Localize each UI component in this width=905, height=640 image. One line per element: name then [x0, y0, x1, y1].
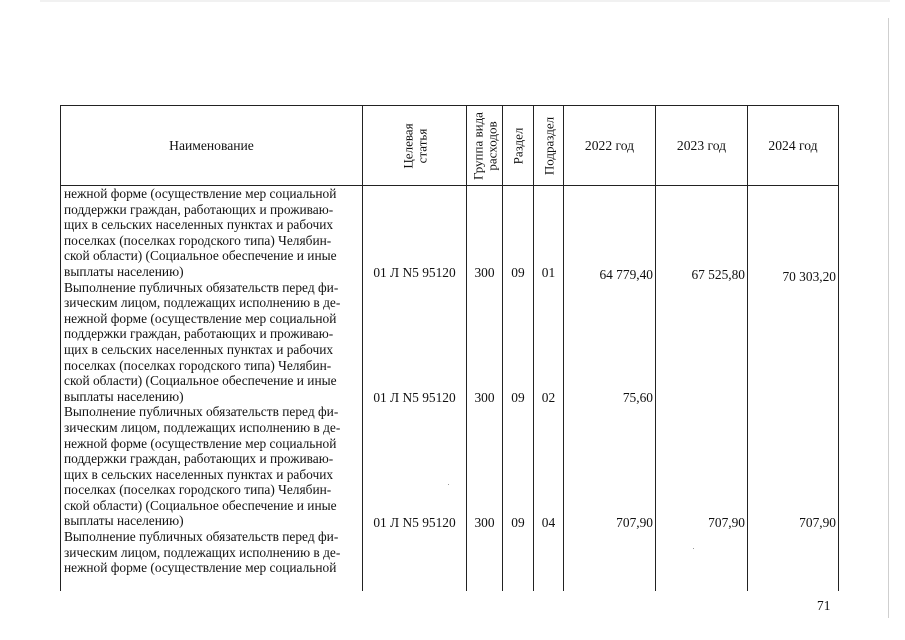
- row1-expense-group: 300: [474, 265, 495, 280]
- row3-year-2023: 707,90: [708, 515, 745, 530]
- description-line: нежной форме (осуществление мер социальной: [64, 435, 337, 451]
- col-year-2024: [748, 186, 839, 591]
- description-text: [64, 186, 360, 576]
- row1-year-2023: 67 525,80: [691, 267, 745, 282]
- description-line: зическим лицом, подлежащих исполнению в де-: [64, 544, 341, 560]
- row2-section: 09: [511, 390, 525, 405]
- header-year-2022: [564, 106, 656, 186]
- table-header-row: [61, 106, 839, 186]
- description-line: поселках (поселках городского типа) Челябин-: [64, 232, 332, 248]
- header-subsection-text: Подраздел: [540, 116, 556, 175]
- row3-target-article: 01 Л N5 95120: [373, 515, 456, 530]
- description-line: выплаты населению): [64, 388, 184, 404]
- description-line: выплаты населению): [64, 263, 184, 279]
- scan-top-edge: [40, 0, 890, 2]
- header-target-article-text: Целевая статья: [400, 122, 429, 169]
- header-section: [503, 106, 534, 186]
- col-section: [503, 186, 534, 591]
- col-year-2023: [656, 186, 748, 591]
- header-year-2024-text: 2024 год: [768, 137, 818, 153]
- header-year-2022-text: 2022 год: [584, 137, 635, 153]
- description-line: поддержки граждан, работающих и проживаю-: [64, 201, 334, 217]
- description-line: поселках (поселках городского типа) Челябин-: [64, 357, 332, 373]
- col-year-2022: [564, 186, 656, 591]
- header-year-2023: [656, 106, 748, 186]
- description-line: зическим лицом, подлежащих исполнению в де-: [64, 419, 341, 435]
- description-line: Выполнение публичных обязательств перед фи-: [64, 529, 339, 545]
- description-line: поселках (поселках городского типа) Челябин-: [64, 482, 332, 498]
- scan-speck: [693, 548, 694, 549]
- col-target-article: [363, 186, 467, 591]
- description-line: нежной форме (осуществление мер социальной: [64, 186, 337, 201]
- description-line: щих в сельских населенных пунктах и рабочих: [64, 217, 334, 233]
- description-line: Выполнение публичных обязательств перед фи-: [64, 404, 339, 420]
- page-number: 71: [817, 598, 831, 613]
- header-name: [61, 106, 363, 186]
- description-line: зическим лицом, подлежащих исполнению в де-: [64, 295, 341, 311]
- header-year-2023-text: 2023 год: [676, 137, 727, 153]
- description-line: ской области) (Социальное обеспечение и иные: [64, 248, 337, 264]
- row2-subsection: 02: [541, 390, 556, 405]
- scan-speck: [448, 484, 449, 485]
- header-name-text: Наименование: [169, 137, 254, 153]
- row1-target-article: 01 Л N5 95120: [373, 265, 456, 280]
- table-body-row: [61, 186, 839, 591]
- row3-year-2024: 707,90: [799, 515, 836, 530]
- row2-expense-group: 300: [474, 390, 495, 405]
- description-line: поддержки граждан, работающих и проживаю-: [64, 451, 334, 467]
- description-line: ской области) (Социальное обеспечение и иные: [64, 497, 337, 513]
- header-year-2024: [748, 106, 839, 186]
- row1-year-2022: 64 779,40: [599, 267, 653, 282]
- description-line: ской области) (Социальное обеспечение и иные: [64, 373, 337, 389]
- row2-year-2022: 75,60: [622, 390, 653, 405]
- row3-year-2022: 707,90: [616, 515, 653, 530]
- budget-table: [60, 105, 839, 591]
- description-line: Выполнение публичных обязательств перед фи-: [64, 279, 339, 295]
- col-expense-group: [467, 186, 503, 591]
- header-expense-group: [467, 106, 503, 186]
- description-line: нежной форме (осуществление мер социальной: [64, 560, 337, 576]
- row3-subsection: 04: [541, 515, 556, 530]
- header-expense-group-text: Группа вида расходов: [470, 111, 499, 180]
- row1-subsection: 01: [541, 265, 556, 280]
- header-target-article: [363, 106, 467, 186]
- row1-section: 09: [511, 265, 525, 280]
- row3-section: 09: [511, 515, 525, 530]
- row2-target-article: 01 Л N5 95120: [373, 390, 456, 405]
- scan-edge-line: [888, 18, 889, 618]
- row3-expense-group: 300: [474, 515, 495, 530]
- description-line: выплаты населению): [64, 513, 184, 529]
- header-section-text: Раздел: [510, 127, 526, 164]
- description-line: щих в сельских населенных пунктах и рабочих: [64, 341, 334, 357]
- header-subsection: [534, 106, 564, 186]
- col-subsection: [534, 186, 564, 591]
- description-line: щих в сельских населенных пунктах и рабочих: [64, 466, 334, 482]
- description-line: нежной форме (осуществление мер социальной: [64, 310, 337, 326]
- description-line: поддержки граждан, работающих и проживаю-: [64, 326, 334, 342]
- row1-year-2024: 70 303,20: [782, 269, 836, 284]
- description-cell: [61, 186, 363, 591]
